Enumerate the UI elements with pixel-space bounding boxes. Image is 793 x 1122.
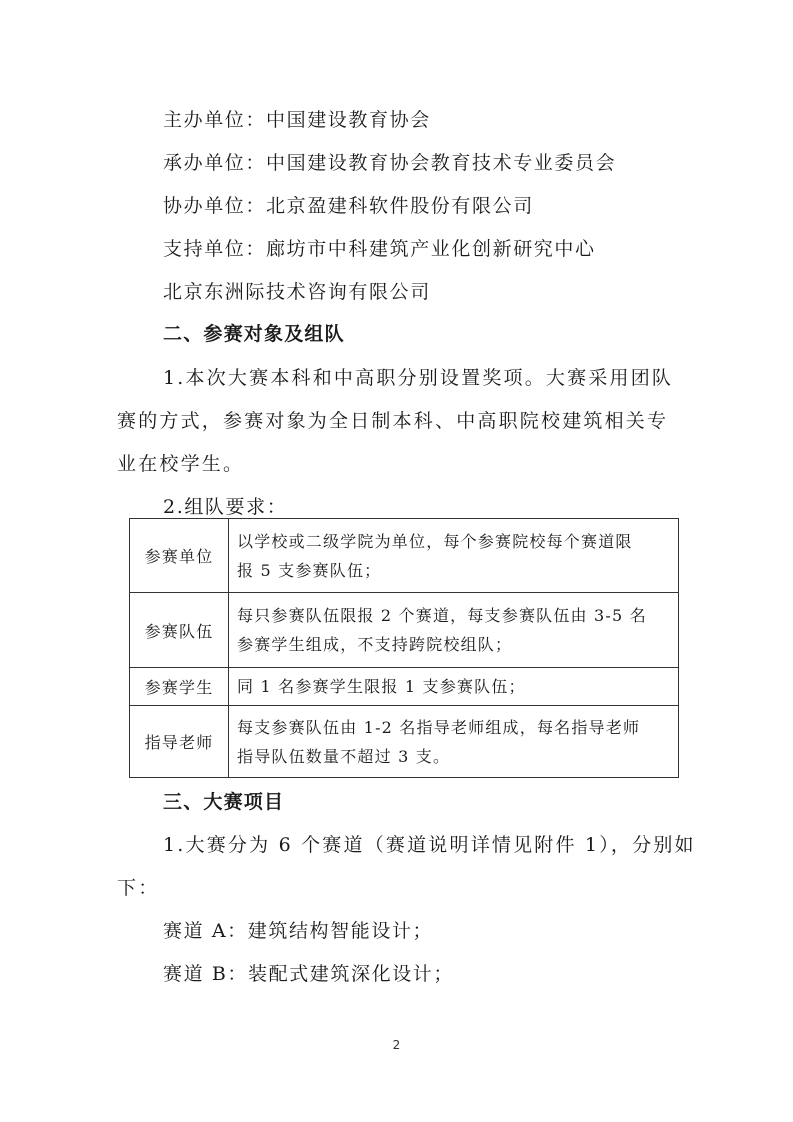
section2-item1-line2: 赛的方式，参赛对象为全日制本科、中高职院校建筑相关专 bbox=[117, 410, 669, 432]
row-desc bbox=[229, 706, 679, 778]
section2-item2: 2.组队要求： bbox=[163, 496, 288, 518]
row-desc bbox=[229, 519, 679, 593]
page-number: 2 bbox=[392, 1038, 401, 1052]
row-label: 指导老师 bbox=[130, 706, 229, 778]
section2-item1-line1: 1.本次大赛本科和中高职分别设置奖项。大赛采用团队 bbox=[163, 367, 674, 389]
row-desc-line: 报 5 支参赛队伍； bbox=[237, 560, 382, 580]
row-desc-line: 每只参赛队伍限报 2 个赛道，每支参赛队伍由 3-5 名 bbox=[237, 606, 647, 625]
track-b: 赛道 B：装配式建筑深化设计； bbox=[163, 963, 455, 985]
row-desc bbox=[229, 668, 679, 706]
section3-heading: 三、大赛项目 bbox=[163, 791, 285, 813]
section3-item1-line1: 1.大赛分为 6 个赛道（赛道说明详情见附件 1），分别如 bbox=[163, 834, 696, 856]
organizer-co-organizer: 协办单位：北京盈建科软件股份有限公司 bbox=[163, 195, 534, 217]
table-row bbox=[130, 593, 679, 668]
row-label: 参赛学生 bbox=[130, 668, 229, 706]
table-row bbox=[130, 519, 679, 593]
track-a: 赛道 A：建筑结构智能设计； bbox=[163, 920, 434, 942]
table-row bbox=[130, 668, 679, 706]
section2-heading: 二、参赛对象及组队 bbox=[163, 323, 345, 345]
section3-item1-line2: 下： bbox=[117, 877, 160, 899]
row-desc-line: 同 1 名参赛学生限报 1 支参赛队伍； bbox=[237, 677, 526, 696]
organizer-supporter-2: 北京东洲际技术咨询有限公司 bbox=[163, 281, 431, 303]
row-desc-line: 以学校或二级学院为单位，每个参赛院校每个赛道限 bbox=[237, 531, 633, 551]
row-desc bbox=[229, 593, 679, 668]
row-desc-line: 指导队伍数量不超过 3 支。 bbox=[237, 746, 451, 766]
organizer-undertaker: 承办单位：中国建设教育协会教育技术专业委员会 bbox=[163, 152, 617, 174]
row-label: 参赛队伍 bbox=[130, 593, 229, 668]
table-row bbox=[130, 706, 679, 778]
organizer-host: 主办单位：中国建设教育协会 bbox=[163, 109, 431, 131]
row-desc-line: 每支参赛队伍由 1-2 名指导老师组成，每名指导老师 bbox=[237, 717, 641, 737]
row-desc-line: 参赛学生组成，不支持跨院校组队； bbox=[237, 635, 513, 654]
team-requirements-table bbox=[129, 518, 679, 778]
row-label: 参赛单位 bbox=[130, 519, 229, 593]
section2-item1-line3: 业在校学生。 bbox=[117, 453, 245, 475]
organizer-supporter: 支持单位：廊坊市中科建筑产业化创新研究中心 bbox=[163, 238, 596, 260]
